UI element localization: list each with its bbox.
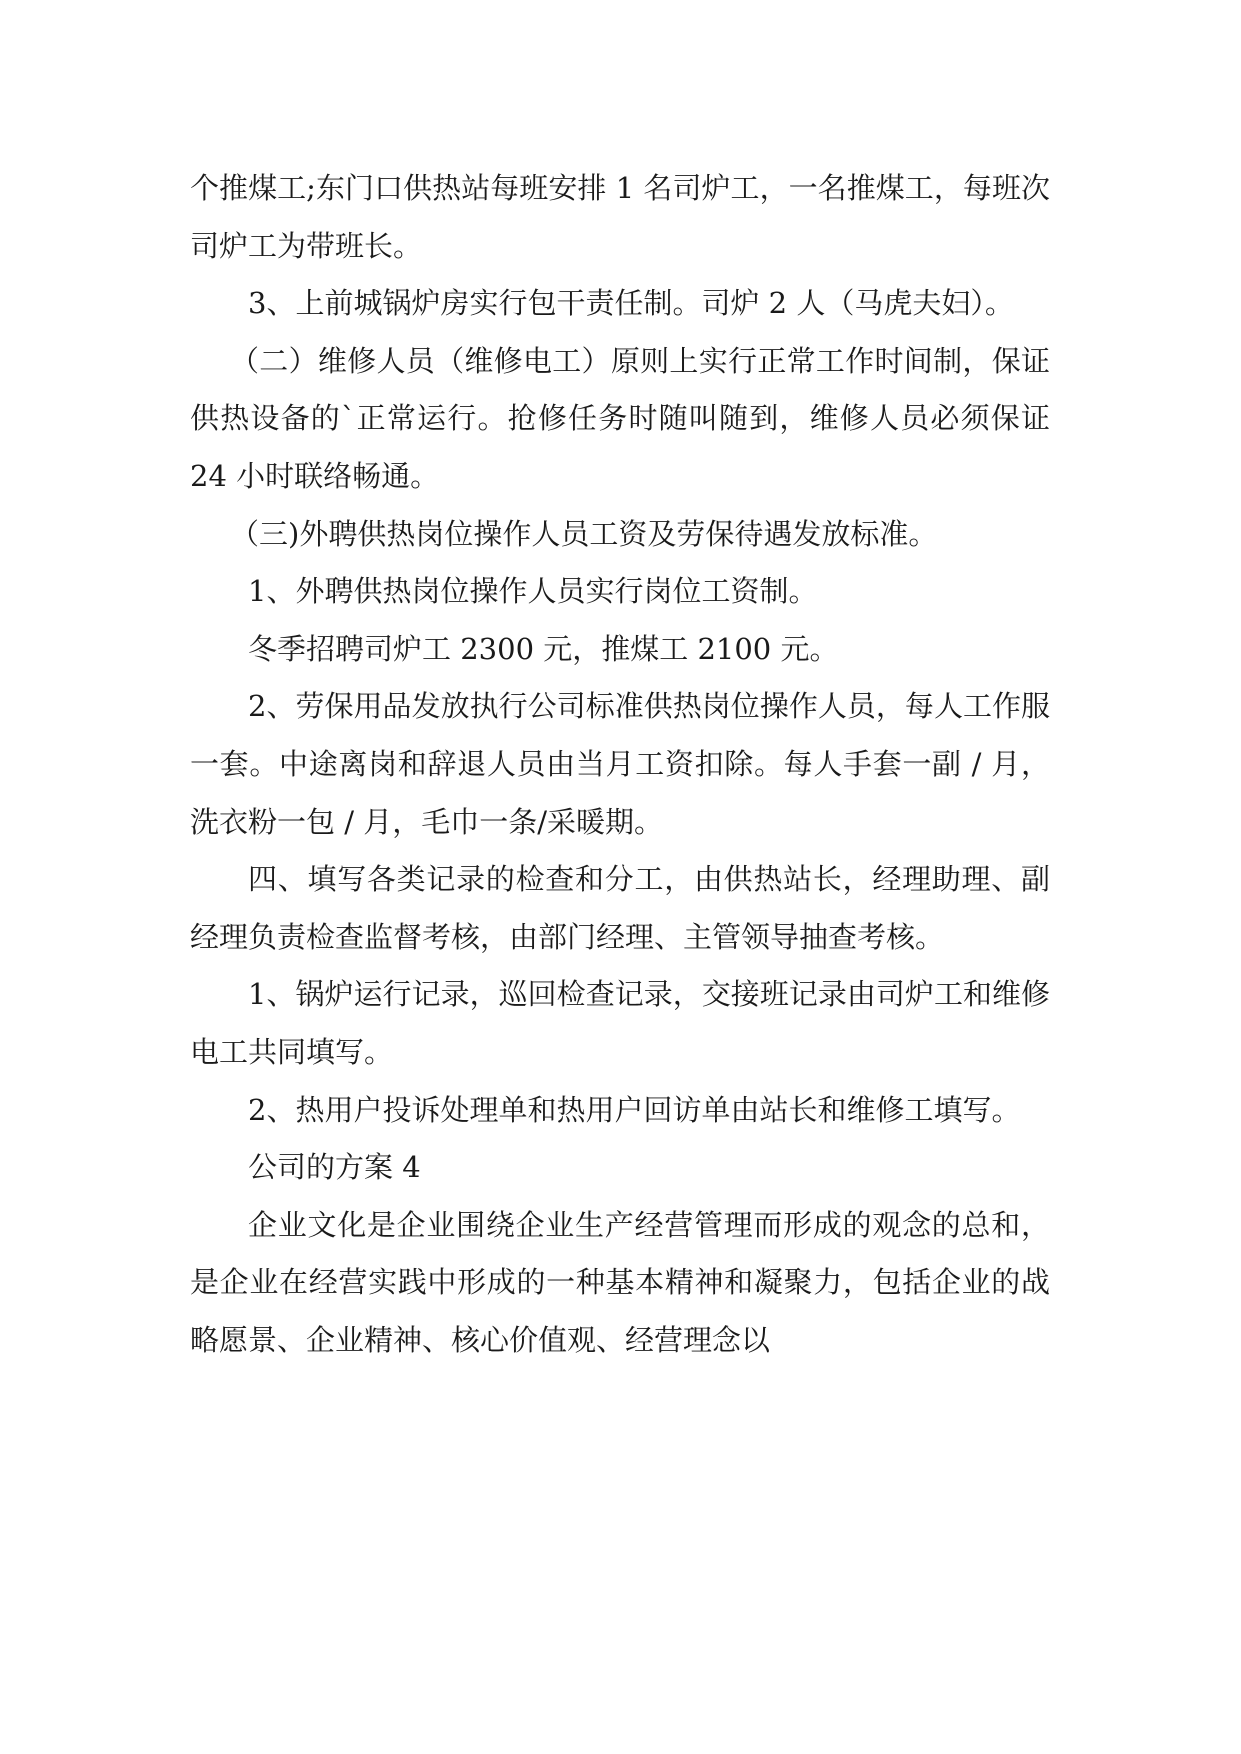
paragraph: 2、劳保用品发放执行公司标准供热岗位操作人员，每人工作服一套。中途离岗和辞退人员由当月工资扣除。每人手套一副 / 月，洗衣粉一包 / 月，毛巾一条/采暖期。 xyxy=(190,689,1050,839)
section-heading: 公司的方案 4 xyxy=(248,1150,421,1185)
paragraph: 3、上前城锅炉房实行包干责任制。司炉 2 人（马虎夫妇）。 xyxy=(248,286,1014,321)
paragraph: （三)外聘供热岗位操作人员工资及劳保待遇发放标准。 xyxy=(230,516,938,551)
paragraph: 企业文化是企业围绕企业生产经营管理而形成的观念的总和，是企业在经营实践中形成的一种基本精神和凝聚力，包括企业的战略愿景、企业精神、核心价值观、经营理念以 xyxy=(190,1207,1050,1357)
paragraph: 2、热用户投诉处理单和热用户回访单由站长和维修工填写。 xyxy=(248,1092,1021,1127)
paragraph: 1、锅炉运行记录，巡回检查记录，交接班记录由司炉工和维修电工共同填写。 xyxy=(190,977,1050,1069)
paragraph: 1、外聘供热岗位操作人员实行岗位工资制。 xyxy=(248,574,818,609)
paragraph: 冬季招聘司炉工 2300 元，推煤工 2100 元。 xyxy=(248,631,839,666)
document-body xyxy=(190,160,1050,1369)
paragraph: 四、填写各类记录的检查和分工，由供热站长，经理助理、副经理负责检查监督考核，由部门经理、主管领导抽查考核。 xyxy=(190,862,1050,954)
paragraph: （二）维修人员（维修电工）原则上实行正常工作时间制，保证供热设备的`正常运行。抢修任务时随叫随到，维修人员必须保证 24 小时联络畅通。 xyxy=(190,343,1050,493)
paragraph: 个推煤工;东门口供热站每班安排 1 名司炉工，一名推煤工，每班次司炉工为带班长。 xyxy=(190,171,1050,263)
